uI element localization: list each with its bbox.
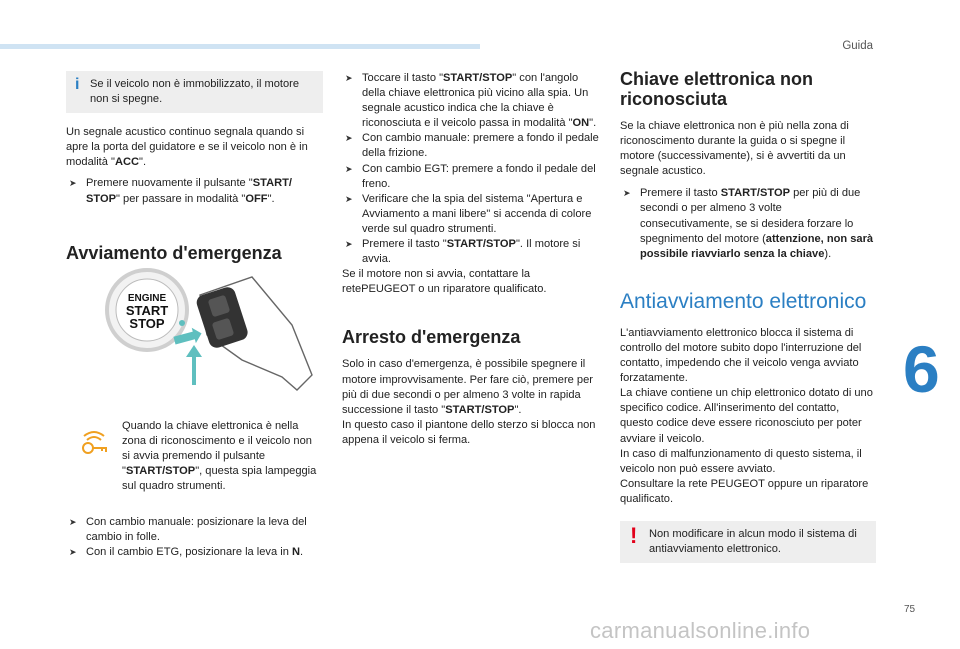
- arrow-bullet-icon: ➤: [69, 517, 77, 527]
- svg-text:ENGINE: ENGINE: [127, 293, 167, 304]
- list-item: ➤ Toccare il tasto "START/STOP" con l'angolo della chiave elettronica più vicino alla spia. Un segnale acustico indica che la chiave è riconosciuta e il veicolo passa in modalità "ON".: [345, 72, 597, 130]
- arrow-bullet-icon: ➤: [345, 163, 353, 174]
- list-item: ➤ Con il cambio ETG, posizionare la leva in N.: [66, 545, 326, 560]
- list-item: ➤ Verificare che la spia del sistema "Apertura e Avviamento a mani libere" si accenda di colore verde sul quadro strumenti.: [345, 192, 592, 235]
- column-left: [66, 71, 323, 263]
- info-note: [66, 71, 323, 113]
- paragraph: Solo in caso d'emergenza, è possibile spegnere il motore improvvisamente. Per fare ciò, premere per più di due secondi o per almeno 3 volte in rapida successione il tasto "START/STOP". In questo caso il piantone dello sterzo si blocca non appena il veicolo si ferma.: [342, 358, 596, 446]
- paragraph: L'antiavviamento elettronico blocca il sistema di controllo del motore subito dopo l'interruzione del contatto, impedendo che il veicolo venga avviato forzatamente. La chiave contiene un chip elettronico dotato di uno specifico codice. All'inserimento del contatto, questo codice deve essere riconosciuto per poter avviare il veicolo. In caso di malfunzionamento di questo sistema, il veicolo non può essere avviato. Consultare la rete PEUGEOT oppure un riparatore qualificato.: [620, 326, 873, 505]
- warning-note: [620, 521, 876, 563]
- arrow-bullet-icon: ➤: [69, 547, 77, 558]
- start-stop-key-illustration: [102, 265, 322, 395]
- svg-text:START: START: [125, 303, 169, 318]
- list-item: ➤ Premere il tasto "START/STOP". Il motore si avvia.: [345, 238, 581, 266]
- svg-text:STOP: STOP: [129, 316, 165, 331]
- section-title: Guida: [842, 40, 873, 52]
- heading-emergency-stop: Arresto d'emergenza: [342, 327, 521, 348]
- list-item: ➤ Con cambio manuale: premere a fondo il pedale della frizione.: [345, 132, 599, 160]
- arrow-bullet-icon: ➤: [345, 73, 353, 83]
- heading-emergency-start: Avviamento d'emergenza: [66, 242, 282, 263]
- arrow-bullet-icon: ➤: [345, 193, 353, 204]
- arrow-bullet-icon: ➤: [623, 188, 631, 199]
- key-warning-lamp-icon: [78, 428, 110, 456]
- heading-key-not-recognized: Chiave elettronica non riconosciuta: [620, 69, 814, 109]
- paragraph: Un segnale acustico continuo segnala quando si apre la porta del guidatore e se il veicolo non è in modalità "ACC".: [66, 126, 308, 169]
- list-item: ➤ Premere nuovamente il pulsante "START/ STOP" per passare in modalità "OFF".: [69, 177, 292, 205]
- warning-note-text: Non modificare in alcun modo il sistema di antiavviamento elettronico.: [649, 527, 857, 556]
- column-right: [620, 69, 875, 563]
- paragraph: Se il motore non si avvia, contattare la retePEUGEOT o un riparatore qualificato.: [342, 268, 547, 296]
- arrow-bullet-icon: ➤: [345, 239, 353, 250]
- list-item: ➤ Con cambio EGT: premere a fondo il pedale del freno.: [345, 162, 596, 190]
- paragraph: Se la chiave elettronica non è più nella zona di riconoscimento durante la guida o si spegne il motore (successivamente), si è avvertiti da un segnale acustico.: [620, 120, 849, 178]
- watermark: carmanualsonline.info: [590, 618, 811, 643]
- column-middle: [342, 71, 604, 448]
- heading-immobilizer: Antiavviamento elettronico: [620, 289, 867, 313]
- lamp-description: Quando la chiave elettronica è nella zona di riconoscimento e il veicolo non si avvia premendo il pulsante "START/STOP", questa spia lampeggia sul quadro strumenti.: [122, 420, 317, 493]
- chapter-number: 6: [903, 332, 940, 406]
- header-bar: [0, 44, 480, 49]
- list-item: ➤ Con cambio manuale: posizionare la leva del cambio in folle.: [69, 516, 307, 544]
- arrow-bullet-icon: ➤: [69, 178, 77, 189]
- list-item: ➤ Premere il tasto START/STOP per più di due secondi o per almeno 3 volte consecutivamente, se si desidera forzare lo spegnimento del motore (attenzione, non sarà possibile riavviarlo senza la chiave).: [623, 187, 874, 260]
- info-note-text: Se il veicolo non è immobilizzato, il motore non si spegne.: [90, 78, 300, 106]
- info-icon: i: [75, 76, 80, 93]
- column-left-bottom: [66, 515, 326, 560]
- arrow-bullet-icon: ➤: [345, 133, 353, 144]
- warning-icon: !: [630, 522, 638, 548]
- page-number: 75: [904, 604, 916, 615]
